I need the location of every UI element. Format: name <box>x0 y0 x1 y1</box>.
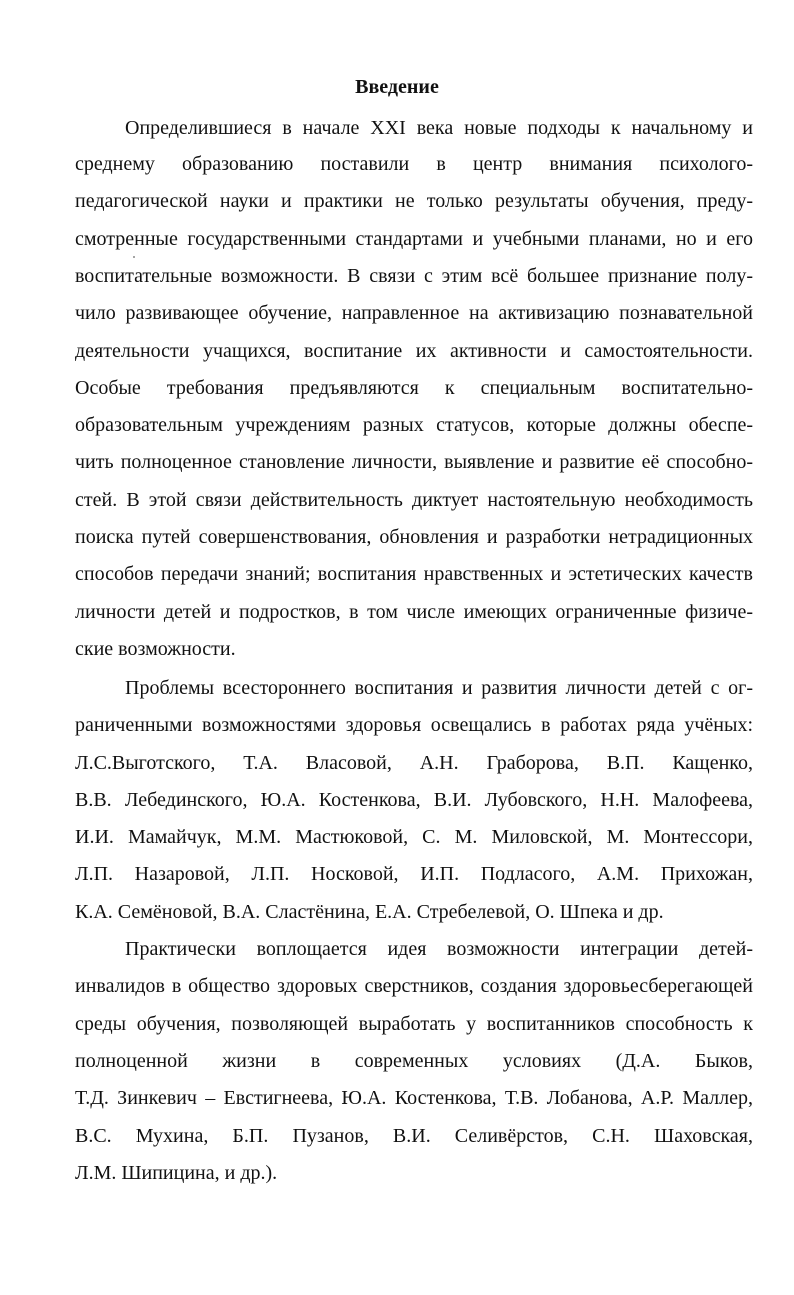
paragraph-3-line: среды обучения, позволяющей выработать у воспитанников способность к <box>75 1013 753 1035</box>
paragraph-1-line: Особые требования предъявляются к специальным воспитательно- <box>75 377 753 399</box>
paragraph-1-line: образовательным учреждениям разных статусов, которые должны обеспе- <box>75 414 753 436</box>
paragraph-1-line: ские возможности. <box>75 638 236 660</box>
paragraph-3-line: Практически воплощается идея возможности интеграции детей- <box>125 938 753 960</box>
paragraph-2-line: Проблемы всестороннего воспитания и развития личности детей с ог- <box>125 677 753 699</box>
paragraph-3-line: инвалидов в общество здоровых сверстников, создания здоровьесберегающей <box>75 975 753 997</box>
paragraph-1-line: стей. В этой связи действительность диктует настоятельную необходимость <box>75 489 753 511</box>
paragraph-3-line: Т.Д. Зинкевич – Евстигнеева, Ю.А. Костенкова, Т.В. Лобанова, А.Р. Маллер, <box>75 1087 753 1109</box>
paragraph-1-line: педагогической науки и практики не только результаты обучения, преду- <box>75 190 753 212</box>
paragraph-1-line: деятельности учащихся, воспитание их активности и самостоятельности. <box>75 340 753 362</box>
paragraph-1-line: воспитательные возможности. В связи с этим всё большее признание полу- <box>75 265 753 287</box>
page-title: Введение <box>355 76 439 98</box>
paragraph-1-line: чило развивающее обучение, направленное на активизацию познавательной <box>75 302 753 324</box>
paragraph-2-line: Л.С.Выготского, Т.А. Власовой, А.Н. Граборова, В.П. Кащенко, <box>75 752 753 774</box>
paragraph-3-line: полноценной жизни в современных условиях (Д.А. Быков, <box>75 1050 753 1072</box>
paragraph-1-line: чить полноценное становление личности, выявление и развитие её способно- <box>75 451 753 473</box>
paragraph-3-line: Л.М. Шипицина, и др.). <box>75 1162 278 1184</box>
paragraph-3-line: В.С. Мухина, Б.П. Пузанов, В.И. Селивёрстов, С.Н. Шаховская, <box>75 1125 753 1147</box>
paragraph-1-line: смотренные государственными стандартами и учебными планами, но и его <box>75 228 753 250</box>
scan-speck <box>133 256 135 258</box>
paragraph-1-line: поиска путей совершенствования, обновления и разработки нетрадиционных <box>75 526 753 548</box>
paragraph-2-line: В.В. Лебединского, Ю.А. Костенкова, В.И. Лубовского, Н.Н. Малофеева, <box>75 789 753 811</box>
paragraph-2-line: раниченными возможностями здоровья освещались в работах ряда учёных: <box>75 714 753 736</box>
paragraph-1-line: способов передачи знаний; воспитания нравственных и эстетических качеств <box>75 563 753 585</box>
paragraph-1-line: Определившиеся в начале XXI века новые подходы к начальному и <box>125 117 753 139</box>
paragraph-1-line: среднему образованию поставили в центр внимания психолого- <box>75 153 753 175</box>
paragraph-2-line: К.А. Семёновой, В.А. Сластёнина, Е.А. Стребелевой, О. Шпека и др. <box>75 901 664 923</box>
paragraph-2-line: И.И. Мамайчук, М.М. Мастюковой, С. М. Миловской, М. Монтессори, <box>75 826 753 848</box>
paragraph-1-line: личности детей и подростков, в том числе имеющих ограниченные физиче- <box>75 601 753 623</box>
paragraph-2-line: Л.П. Назаровой, Л.П. Носковой, И.П. Подласого, А.М. Прихожан, <box>75 863 753 885</box>
